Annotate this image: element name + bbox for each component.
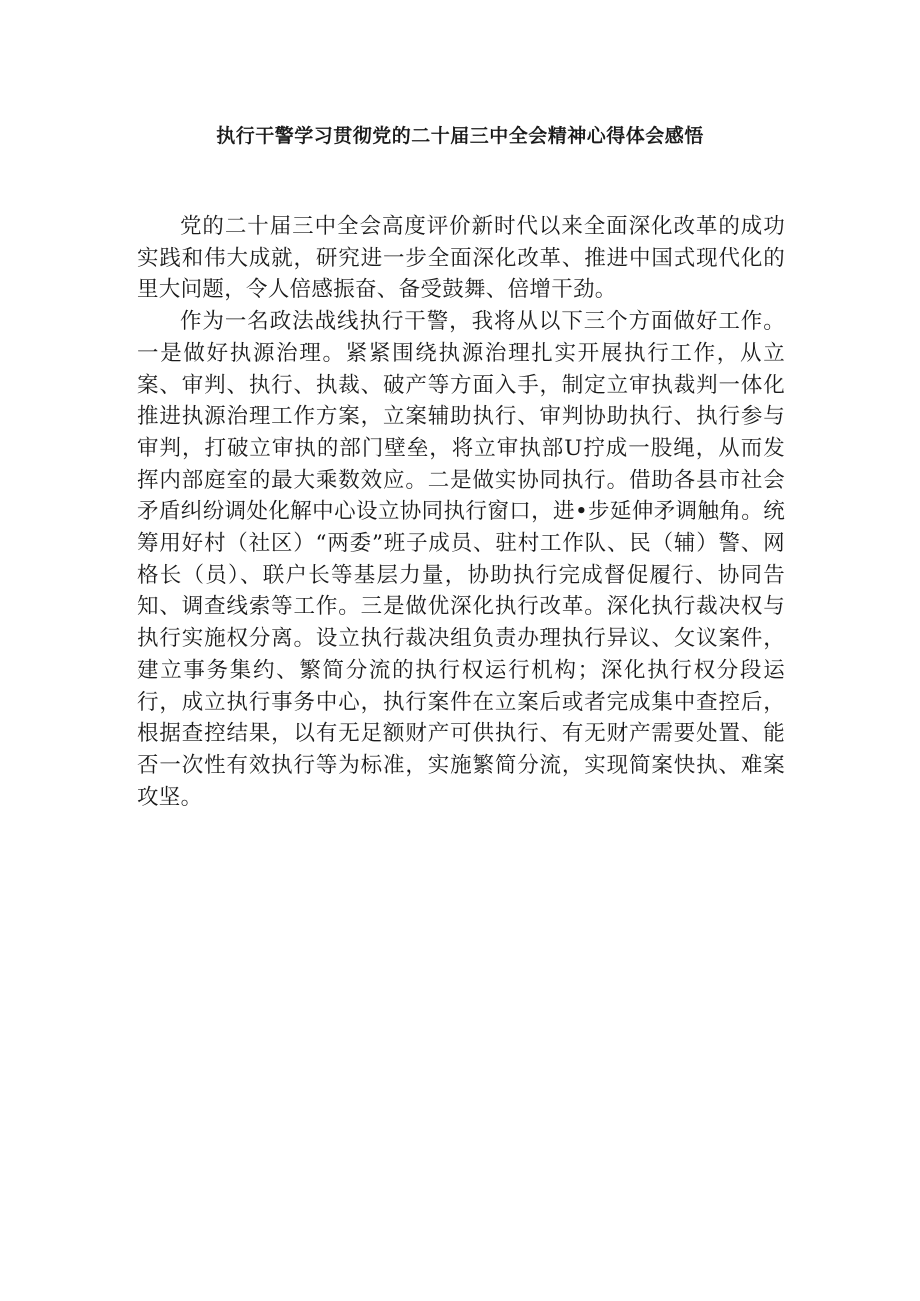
paragraph-work-plan: 作为一名政法战线执行干警，我将从以下三个方面做好工作。一是做好执源治理。紧紧围绕执源治理扎实开展执行工作，从立案、审判、执行、执裁、破产等方面入手，制定立审执裁判一体化推进执源治理工作方案，立案辅助执行、审判协助执行、执行参与审判，打破立审执的部门壁垒，将立审执部U拧成一股绳，从而发挥内部庭室的最大乘数效应。二是做实协同执行。借助各县市社会矛盾纠纷调处化解中心设立协同执行窗口，进•步延伸矛调触角。统筹用好村（社区）“两委”班子成员、驻村工作队、民（辅）警、网格长（员）、联户长等基层力量，协助执行完成督促履行、协同告知、调查线索等工作。三是做优深化执行改革。深化执行裁决权与执行实施权分离。设立执行裁决组负责办理执行异议、攵议案件，建立事务集约、繁简分流的执行权运行机构；深化执行权分段运行，成立执行事务中心，执行案件在立案后或者完成集中查控后，根据查控结果，以有无足额财产可供执行、有无财产需要处置、能否一次性有效执行等为标准，实施繁简分流，实现简案快执、难案攻坚。 <box>137 309 785 810</box>
document-body <box>137 211 785 813</box>
paragraph-intro: 党的二十届三中全会高度评价新时代以来全面深化改革的成功实践和伟大成就，研究进一步全面深化改革、推进中国式现代化的里大问题，令人倍感振奋、备受鼓舞、倍增干劲。 <box>137 214 785 303</box>
document-title: 执行干警学习贯彻党的二十届三中全会精神心得体会感悟 <box>216 125 704 147</box>
